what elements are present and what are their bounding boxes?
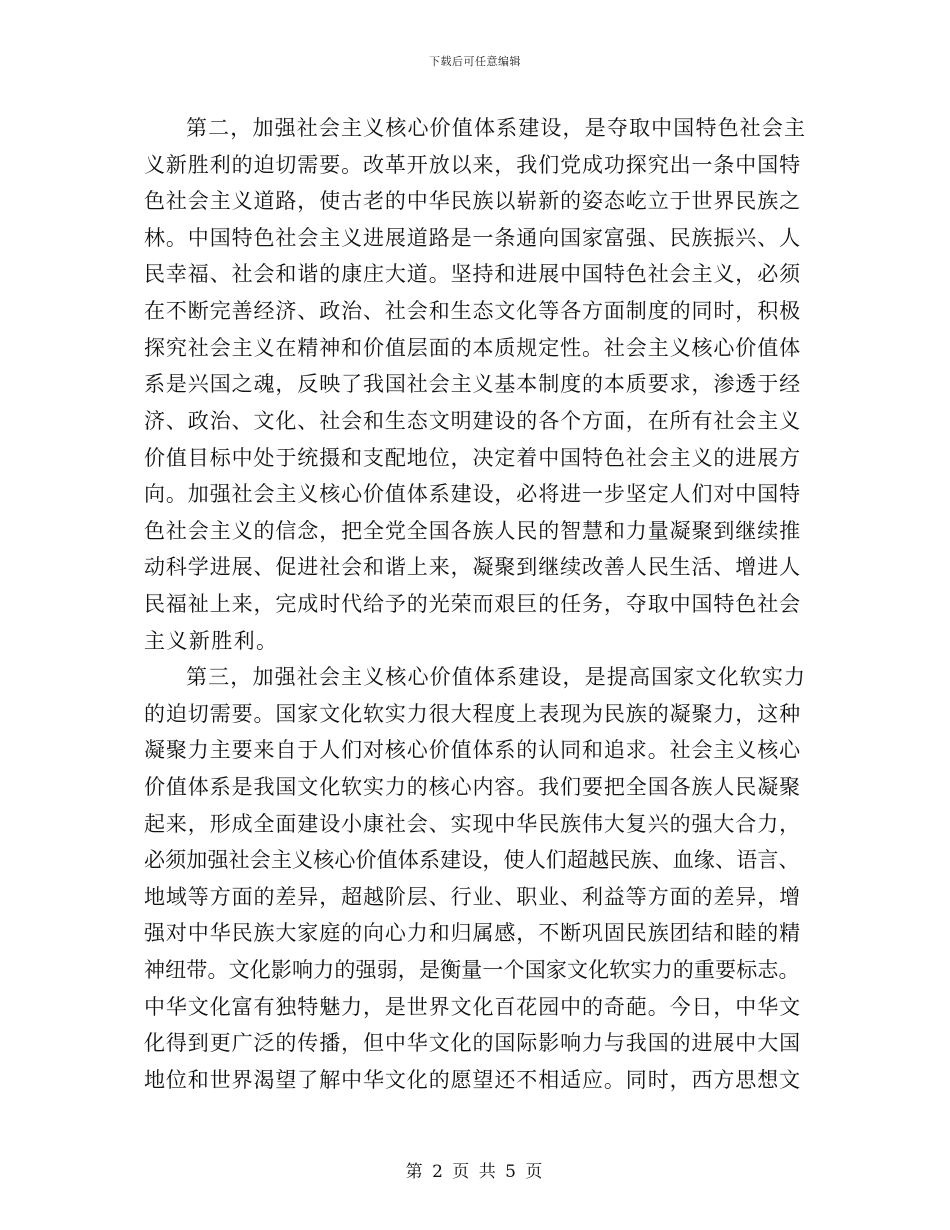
paragraph-line: 强对中华民族大家庭的向心力和归属感，不断巩固民族团结和睦的精	[144, 921, 801, 945]
paragraph-line: 系是兴国之魂，反映了我国社会主义基本制度的本质要求，渗透于经	[144, 372, 801, 396]
paragraph-line: 色社会主义道路，使古老的中华民族以崭新的姿态屹立于世界民族之	[144, 189, 801, 213]
paragraph-line: 化得到更广泛的传播，但中华文化的国际影响力与我国的进展中大国	[144, 1031, 801, 1055]
paragraph-line: 起来，形成全面建设小康社会、实现中华民族伟大复兴的强大合力，	[144, 812, 801, 836]
paragraph-line: 动科学进展、促进社会和谐上来，凝聚到继续改善人民生活、增进人	[144, 555, 801, 579]
paragraph-line: 神纽带。文化影响力的强弱，是衡量一个国家文化软实力的重要标志。	[144, 958, 800, 982]
paragraph-line: 向。加强社会主义核心价值体系建设，必将进一步坚定人们对中国特	[144, 482, 801, 506]
paragraph-line: 凝聚力主要来自于人们对核心价值体系的认同和追求。社会主义核心	[144, 738, 801, 762]
paragraph-line: 的迫切需要。国家文化软实力很大程度上表现为民族的凝聚力，这种	[144, 702, 801, 726]
paragraph-line: 济、政治、文化、社会和生态文明建设的各个方面，在所有社会主义	[144, 409, 801, 433]
paragraph-line: 在不断完善经济、政治、社会和生态文化等各方面制度的同时，积极	[144, 299, 801, 323]
paragraph-line: 探究社会主义在精神和价值层面的本质规定性。社会主义核心价值体	[144, 336, 801, 360]
page-header-note: 下载后可任意编辑	[429, 55, 521, 68]
paragraph-line: 中华文化富有独特魅力，是世界文化百花园中的奇葩。今日，中华文	[144, 995, 801, 1019]
paragraph-line: 色社会主义的信念，把全党全国各族人民的智慧和力量凝聚到继续推	[144, 519, 801, 543]
paragraph-line: 必须加强社会主义核心价值体系建设，使人们超越民族、血缘、语言、	[144, 848, 800, 872]
paragraph-line: 林。中国特色社会主义进展道路是一条通向国家富强、民族振兴、人	[144, 226, 801, 250]
paragraph-line: 价值体系是我国文化软实力的核心内容。我们要把全国各族人民凝聚	[144, 775, 801, 799]
paragraph-line: 主义新胜利。	[144, 629, 279, 653]
paragraph-line: 民福祉上来，完成时代给予的光荣而艰巨的任务，夺取中国特色社会	[144, 592, 801, 616]
paragraph-line: 第二，加强社会主义核心价值体系建设，是夺取中国特色社会主	[186, 116, 807, 140]
paragraph-line: 地位和世界渴望了解中华文化的愿望还不相适应。同时，西方思想文	[144, 1068, 801, 1092]
paragraph-line: 价值目标中处于统摄和支配地位，决定着中国特色社会主义的进展方	[144, 446, 801, 470]
paragraph-line: 义新胜利的迫切需要。改革开放以来，我们党成功探究出一条中国特	[144, 153, 801, 177]
paragraph-line: 地域等方面的差异，超越阶层、行业、职业、利益等方面的差异，增	[144, 885, 801, 909]
page-number: 第 2 页 共 5 页	[405, 1162, 545, 1182]
paragraph-line: 第三，加强社会主义核心价值体系建设，是提高国家文化软实力	[186, 665, 807, 689]
paragraph-line: 民幸福、社会和谐的康庄大道。坚持和进展中国特色社会主义，必须	[144, 262, 801, 286]
